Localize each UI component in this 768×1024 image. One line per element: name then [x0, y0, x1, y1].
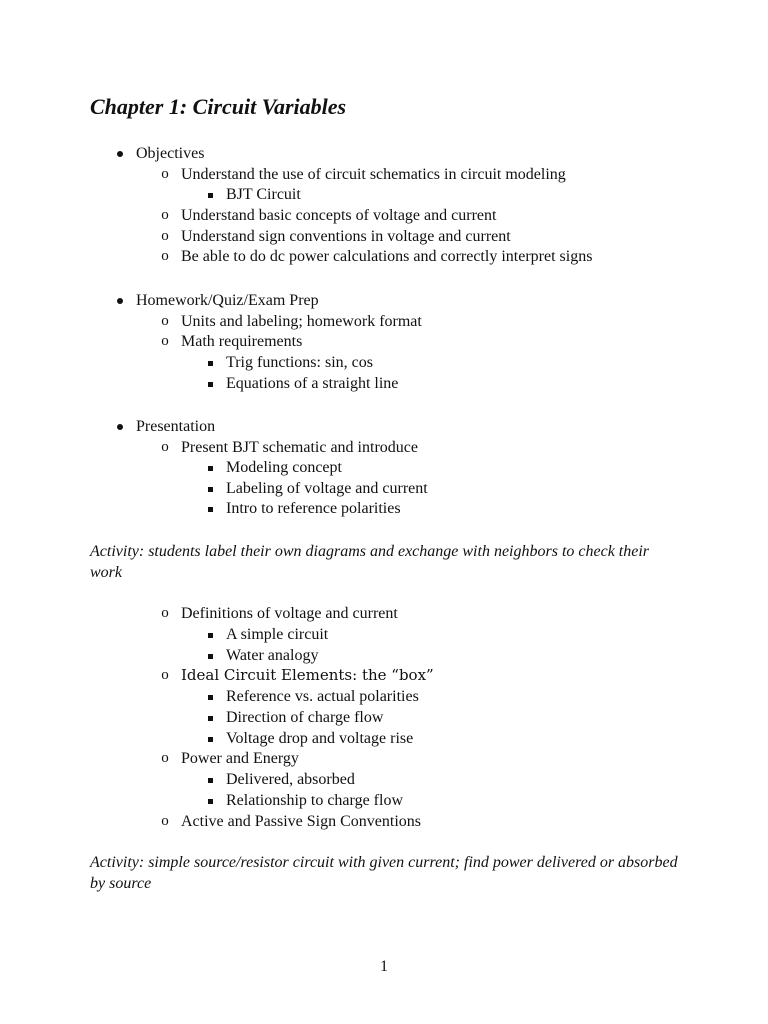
circle-bullet-icon: o [161, 750, 169, 766]
square-bullet-icon [208, 778, 213, 783]
square-bullet-icon [208, 799, 213, 804]
section-heading-objectives: Objectives [136, 145, 205, 162]
circle-bullet-icon: o [161, 248, 169, 264]
square-bullet-icon [208, 507, 213, 512]
square-bullet-icon [208, 716, 213, 721]
square-bullet-icon [208, 382, 213, 387]
circle-bullet-icon: o [161, 605, 169, 621]
section-heading-presentation: Presentation [136, 418, 216, 435]
bullet-icon [117, 298, 123, 304]
square-bullet-icon [208, 654, 213, 659]
square-bullet-icon [208, 487, 213, 492]
bullet-icon [117, 424, 123, 430]
square-bullet-icon [208, 361, 213, 366]
square-bullet-icon [208, 466, 213, 471]
square-bullet-icon [208, 193, 213, 198]
section-heading-homework: Homework/Quiz/Exam Prep [136, 292, 319, 309]
square-bullet-icon [208, 737, 213, 742]
circle-bullet-icon: o [161, 333, 169, 349]
circle-bullet-icon: o [161, 667, 169, 683]
circle-bullet-icon: o [161, 439, 169, 455]
circle-bullet-icon: o [161, 228, 169, 244]
bullet-icon [117, 151, 123, 157]
page-title: Chapter 1: Circuit Variables [90, 94, 347, 119]
circle-bullet-icon: o [161, 166, 169, 182]
square-bullet-icon [208, 633, 213, 638]
square-bullet-icon [208, 695, 213, 700]
circle-bullet-icon: o [161, 207, 169, 223]
circle-bullet-icon: o [161, 813, 169, 829]
activity-note: Activity: students label their own diagrams and exchange with neighbors to check their work [90, 543, 650, 581]
page-number: 1 [380, 958, 388, 975]
activity-note: Activity: simple source/resistor circuit with given current; find power delivered or absorbed by source [90, 854, 678, 892]
circle-bullet-icon: o [161, 313, 169, 329]
